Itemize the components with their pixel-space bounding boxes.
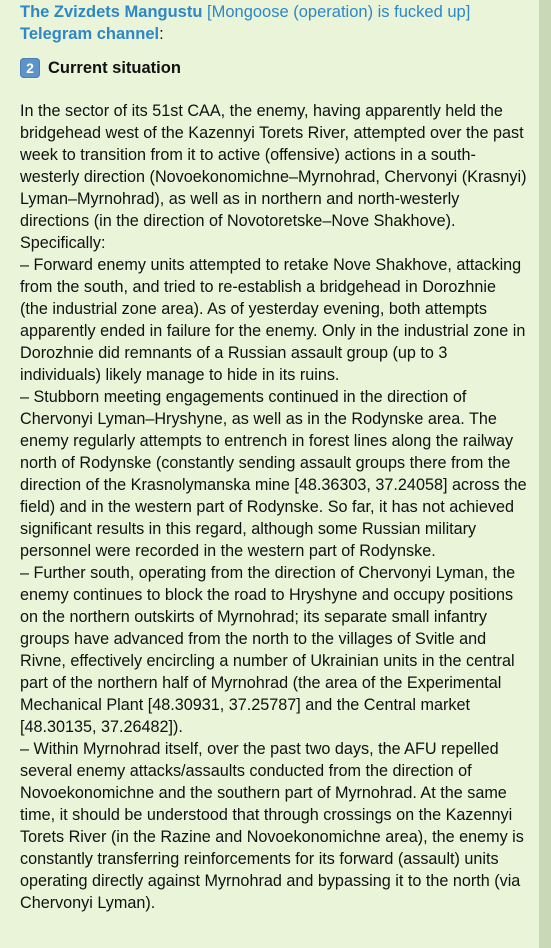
section-heading: [20, 57, 527, 79]
message-header: [20, 1, 527, 45]
paragraph-rodynske: – Stubborn meeting engagements continued in the direction of Chervonyi Lyman–Hryshyne, as well as in the Rodynske area. The enemy regularly attempts to entrench in forest lines along the railway north of Rodynske (constantly sending assault groups there from the direction of the Krasnolymanska mine [48.36303, 37.24058] across the field) and in the western part of Rodynske. So far, it has not achieved significant results in this regard, although some Russian military personnel were recorded in the western part of Rodynske.: [20, 388, 527, 560]
keycap-digit-two-icon: 2: [20, 58, 40, 78]
header-colon: :: [159, 25, 164, 43]
paragraph-intro: In the sector of its 51st CAA, the enemy, having apparently held the bridgehead west of the Kazennyi Torets River, attempted over the past week to transition from it to active (offensive) actions in a south-westerly direction (Novoekonomichne–Myrnohrad, Chervonyi (Krasnyi) Lyman–Myrnohrad), as well as in northern and north-westerly directions (in the direction of Novotoretske–Nove Shakhove). Specifically:: [20, 102, 527, 252]
source-translation-open: [Mongoose (: [202, 3, 299, 21]
source-name-link[interactable]: The Zvizdets Mangustu: [20, 3, 203, 21]
paragraph-myrnohrad-north: – Further south, operating from the direction of Chervonyi Lyman, the enemy continues to block the road to Hryshyne and occupy positions on the northern outskirts of Myrnohrad; its separate small infantry groups have advanced from the north to the villages of Svitle and Rivne, effectively encircling a number of Ukrainian units in the central part of the northern half of Myrnohrad (the area of the Experimental Mechanical Plant [48.30931, 37.25787] and the Central market [48.30135, 37.26482]).: [20, 564, 516, 736]
paragraph-myrnohrad-city: – Within Myrnohrad itself, over the past two days, the AFU repelled several enemy attacks/assaults conducted from the direction of Novoekonomichne and the southern part of Myrnohrad. At the same time, it should be understood that through crossings on the Kazennyi Torets River (in the Razine and Novoekonomichne area), the enemy is constantly transferring reinforcements for its forward (assault) units operating directly against Myrnohrad and bypassing it to the north (via Chervonyi Lyman).: [20, 740, 524, 912]
paragraph-nove-shakhove: – Forward enemy units attempted to retake Nove Shakhove, attacking from the south, and tried to re-establish a bridgehead in Dorozhnie (the industrial zone area). As of yesterday evening, both attempts apparently ended in failure for the enemy. Only in the industrial zone in Dorozhnie did remnants of a Russian assault group (up to 3 individuals) likely manage to hide in its ruins.: [20, 256, 526, 384]
telegram-channel-link[interactable]: Telegram channel: [20, 25, 160, 43]
section-title: Current situation: [48, 59, 181, 77]
source-translation-close: ) is fucked up]: [367, 3, 471, 21]
operation-link[interactable]: operation: [298, 3, 368, 21]
message-body: [20, 100, 527, 914]
